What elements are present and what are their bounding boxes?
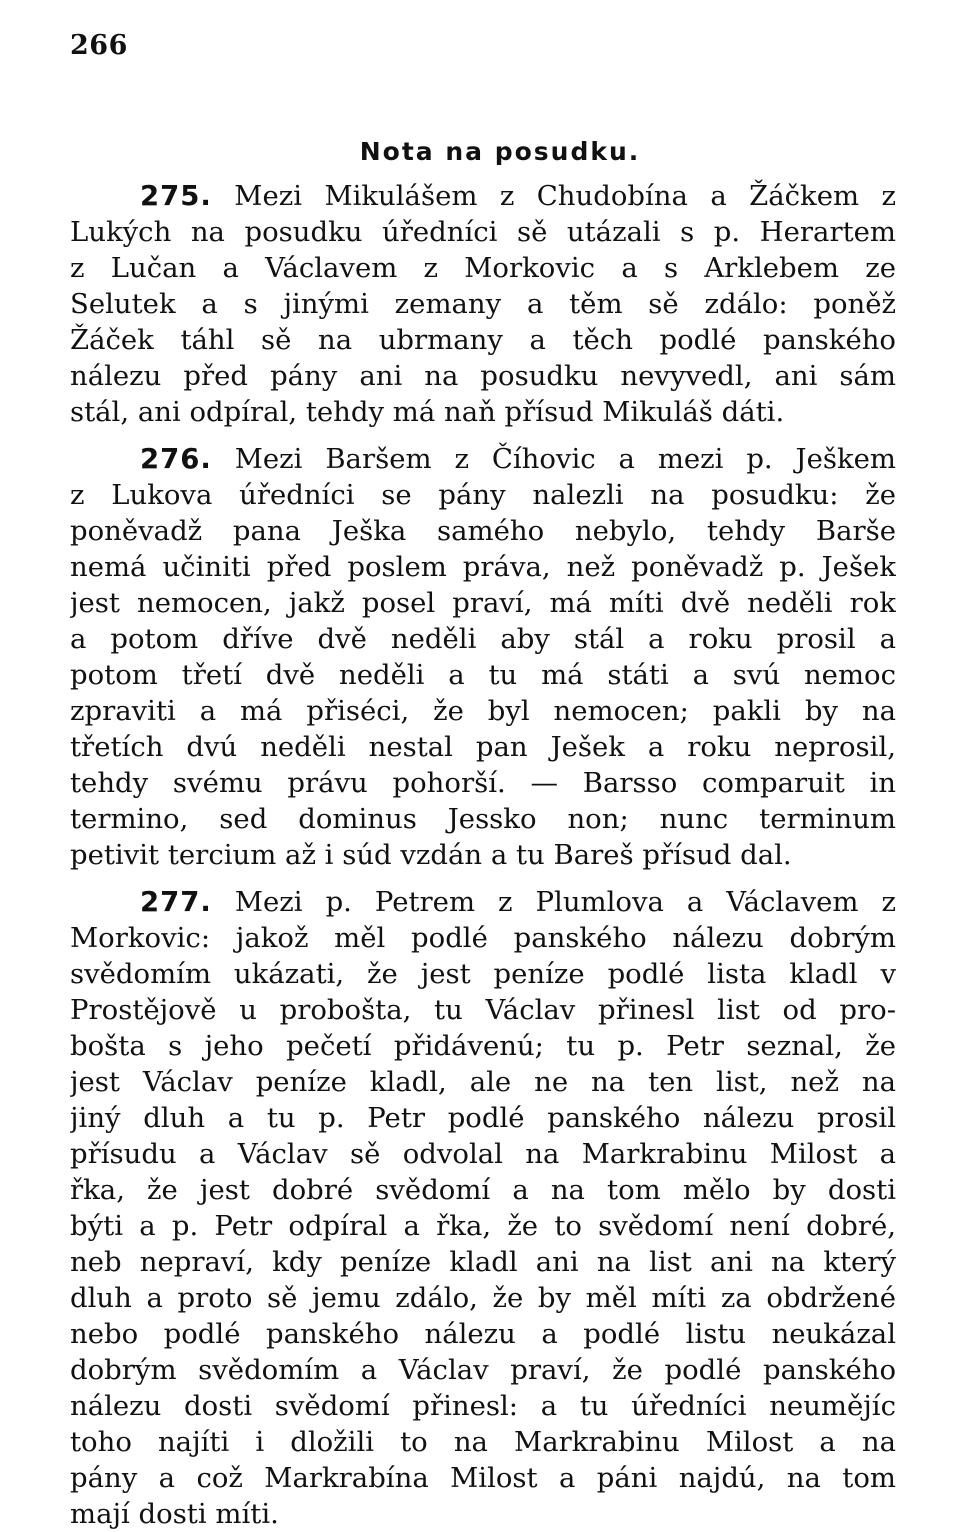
line-text: Mezi Mikulášem z Chudobína a Žáčkem z bbox=[211, 180, 896, 212]
text-line bbox=[70, 765, 896, 801]
line-text: přísudu a Václav sě odvolal na Markrabinu Milost a bbox=[70, 1138, 896, 1170]
line-text: tehdy svému právu pohorší. — Barsso comparuit in bbox=[70, 767, 896, 799]
paragraph-gap bbox=[70, 430, 896, 441]
text-line bbox=[70, 178, 896, 214]
text-line bbox=[70, 1244, 896, 1280]
entry-number: 276. bbox=[140, 443, 212, 475]
line-text: nálezu před pány ani na posudku nevyvedl, ani sám bbox=[70, 360, 896, 392]
text-line bbox=[70, 477, 896, 513]
body-text bbox=[70, 178, 896, 1532]
section-heading: Nota na posudku. bbox=[359, 137, 641, 166]
text-line bbox=[70, 1424, 896, 1460]
text-line bbox=[70, 214, 896, 250]
entry-number: 275. bbox=[140, 180, 212, 212]
text-line bbox=[70, 1496, 896, 1532]
entry-number: 277. bbox=[140, 886, 212, 918]
text-line bbox=[70, 1352, 896, 1388]
text-line bbox=[70, 1460, 896, 1496]
line-text: jest Václav peníze kladl, ale ne na ten list, než na bbox=[70, 1066, 896, 1098]
line-text: jest nemocen, jakž posel praví, má míti dvě neděli rok bbox=[70, 587, 896, 619]
text-line bbox=[70, 1316, 896, 1352]
line-text: termino, sed dominus Jessko non; nunc terminum bbox=[70, 803, 896, 835]
line-text: dobrým svědomím a Václav praví, že podlé panského bbox=[70, 1354, 896, 1386]
line-text: zpraviti a má přiséci, že byl nemocen; pakli by na bbox=[70, 695, 896, 727]
text-line bbox=[70, 657, 896, 693]
line-text: nebo podlé panského nálezu a podlé listu neukázal bbox=[70, 1318, 896, 1350]
text-line bbox=[70, 322, 896, 358]
text-line bbox=[70, 1100, 896, 1136]
line-text: mají dosti míti. bbox=[70, 1498, 279, 1530]
line-text: toho najíti i dložili to na Markrabinu Milost a na bbox=[70, 1426, 896, 1458]
text-line bbox=[70, 358, 896, 394]
line-text: potom třetí dvě neděli a tu má státi a svú nemoc bbox=[70, 659, 896, 691]
paragraph-275 bbox=[70, 178, 896, 430]
line-text: z Lukova úředníci se pány nalezli na posudku: že bbox=[70, 479, 896, 511]
text-line bbox=[70, 621, 896, 657]
line-text: petivit tercium až i súd vzdán a tu Bareš přísud dal. bbox=[70, 839, 792, 871]
text-line bbox=[70, 1064, 896, 1100]
page-number: 266 bbox=[70, 30, 128, 61]
text-line bbox=[70, 394, 896, 430]
paragraph-gap bbox=[70, 873, 896, 884]
line-text: stál, ani odpíral, tehdy má naň přísud Mikuláš dáti. bbox=[70, 396, 785, 428]
text-line bbox=[70, 1388, 896, 1424]
line-text: třetích dvú neděli nestal pan Ješek a roku neprosil, bbox=[70, 731, 896, 763]
text-line bbox=[70, 693, 896, 729]
line-text: dluh a proto sě jemu zdálo, že by měl míti za obdržené bbox=[70, 1282, 896, 1314]
line-text: z Lučan a Václavem z Morkovic a s Arklebem ze bbox=[70, 252, 896, 284]
text-line bbox=[70, 585, 896, 621]
line-text: nemá učiniti před poslem práva, než poněvadž p. Ješek bbox=[70, 551, 896, 583]
text-line bbox=[70, 1172, 896, 1208]
text-line bbox=[70, 920, 896, 956]
text-line bbox=[70, 956, 896, 992]
text-line bbox=[70, 837, 896, 873]
line-text: Mezi Baršem z Číhovic a mezi p. Ješkem bbox=[211, 443, 896, 475]
line-text: Prostějově u probošta, tu Václav přinesl list od pro- bbox=[70, 994, 896, 1026]
line-text: nálezu dosti svědomí přinesl: a tu úředníci neumějíc bbox=[70, 1390, 896, 1422]
text-line bbox=[70, 549, 896, 585]
text-line bbox=[70, 513, 896, 549]
line-text: Selutek a s jinými zemany a těm sě zdálo: poněž bbox=[70, 288, 896, 320]
line-text: poněvadž pana Ješka samého nebylo, tehdy Barše bbox=[70, 515, 896, 547]
text-line bbox=[70, 1028, 896, 1064]
text-line bbox=[70, 801, 896, 837]
line-text: neb nepraví, kdy peníze kladl ani na list ani na který bbox=[70, 1246, 896, 1278]
paragraph-277 bbox=[70, 884, 896, 1532]
text-line bbox=[70, 884, 896, 920]
line-text: pány a což Markrabína Milost a páni najdú, na tom bbox=[70, 1462, 896, 1494]
line-text: řka, že jest dobré svědomí a na tom mělo by dosti bbox=[70, 1174, 896, 1206]
line-text: býti a p. Petr odpíral a řka, že to svědomí není dobré, bbox=[70, 1210, 896, 1242]
text-line bbox=[70, 729, 896, 765]
line-text: jiný dluh a tu p. Petr podlé panského nálezu prosil bbox=[70, 1102, 896, 1134]
line-text: Morkovic: jakož měl podlé panského nálezu dobrým bbox=[70, 922, 896, 954]
text-line bbox=[70, 286, 896, 322]
line-text: svědomím ukázati, že jest peníze podlé lista kladl v bbox=[70, 958, 896, 990]
line-text: a potom dříve dvě neděli aby stál a roku prosil a bbox=[70, 623, 896, 655]
text-line bbox=[70, 992, 896, 1028]
line-text: bošta s jeho pečetí přidávenú; tu p. Petr seznal, že bbox=[70, 1030, 896, 1062]
text-line bbox=[70, 250, 896, 286]
text-line bbox=[70, 1136, 896, 1172]
line-text: Lukých na posudku úředníci sě utázali s p. Herartem bbox=[70, 216, 896, 248]
line-text: Žáček táhl sě na ubrmany a těch podlé panského bbox=[70, 324, 896, 356]
text-line bbox=[70, 1208, 896, 1244]
text-line bbox=[70, 441, 896, 477]
text-line bbox=[70, 1280, 896, 1316]
paragraph-276 bbox=[70, 441, 896, 873]
line-text: Mezi p. Petrem z Plumlova a Václavem z bbox=[211, 886, 896, 918]
